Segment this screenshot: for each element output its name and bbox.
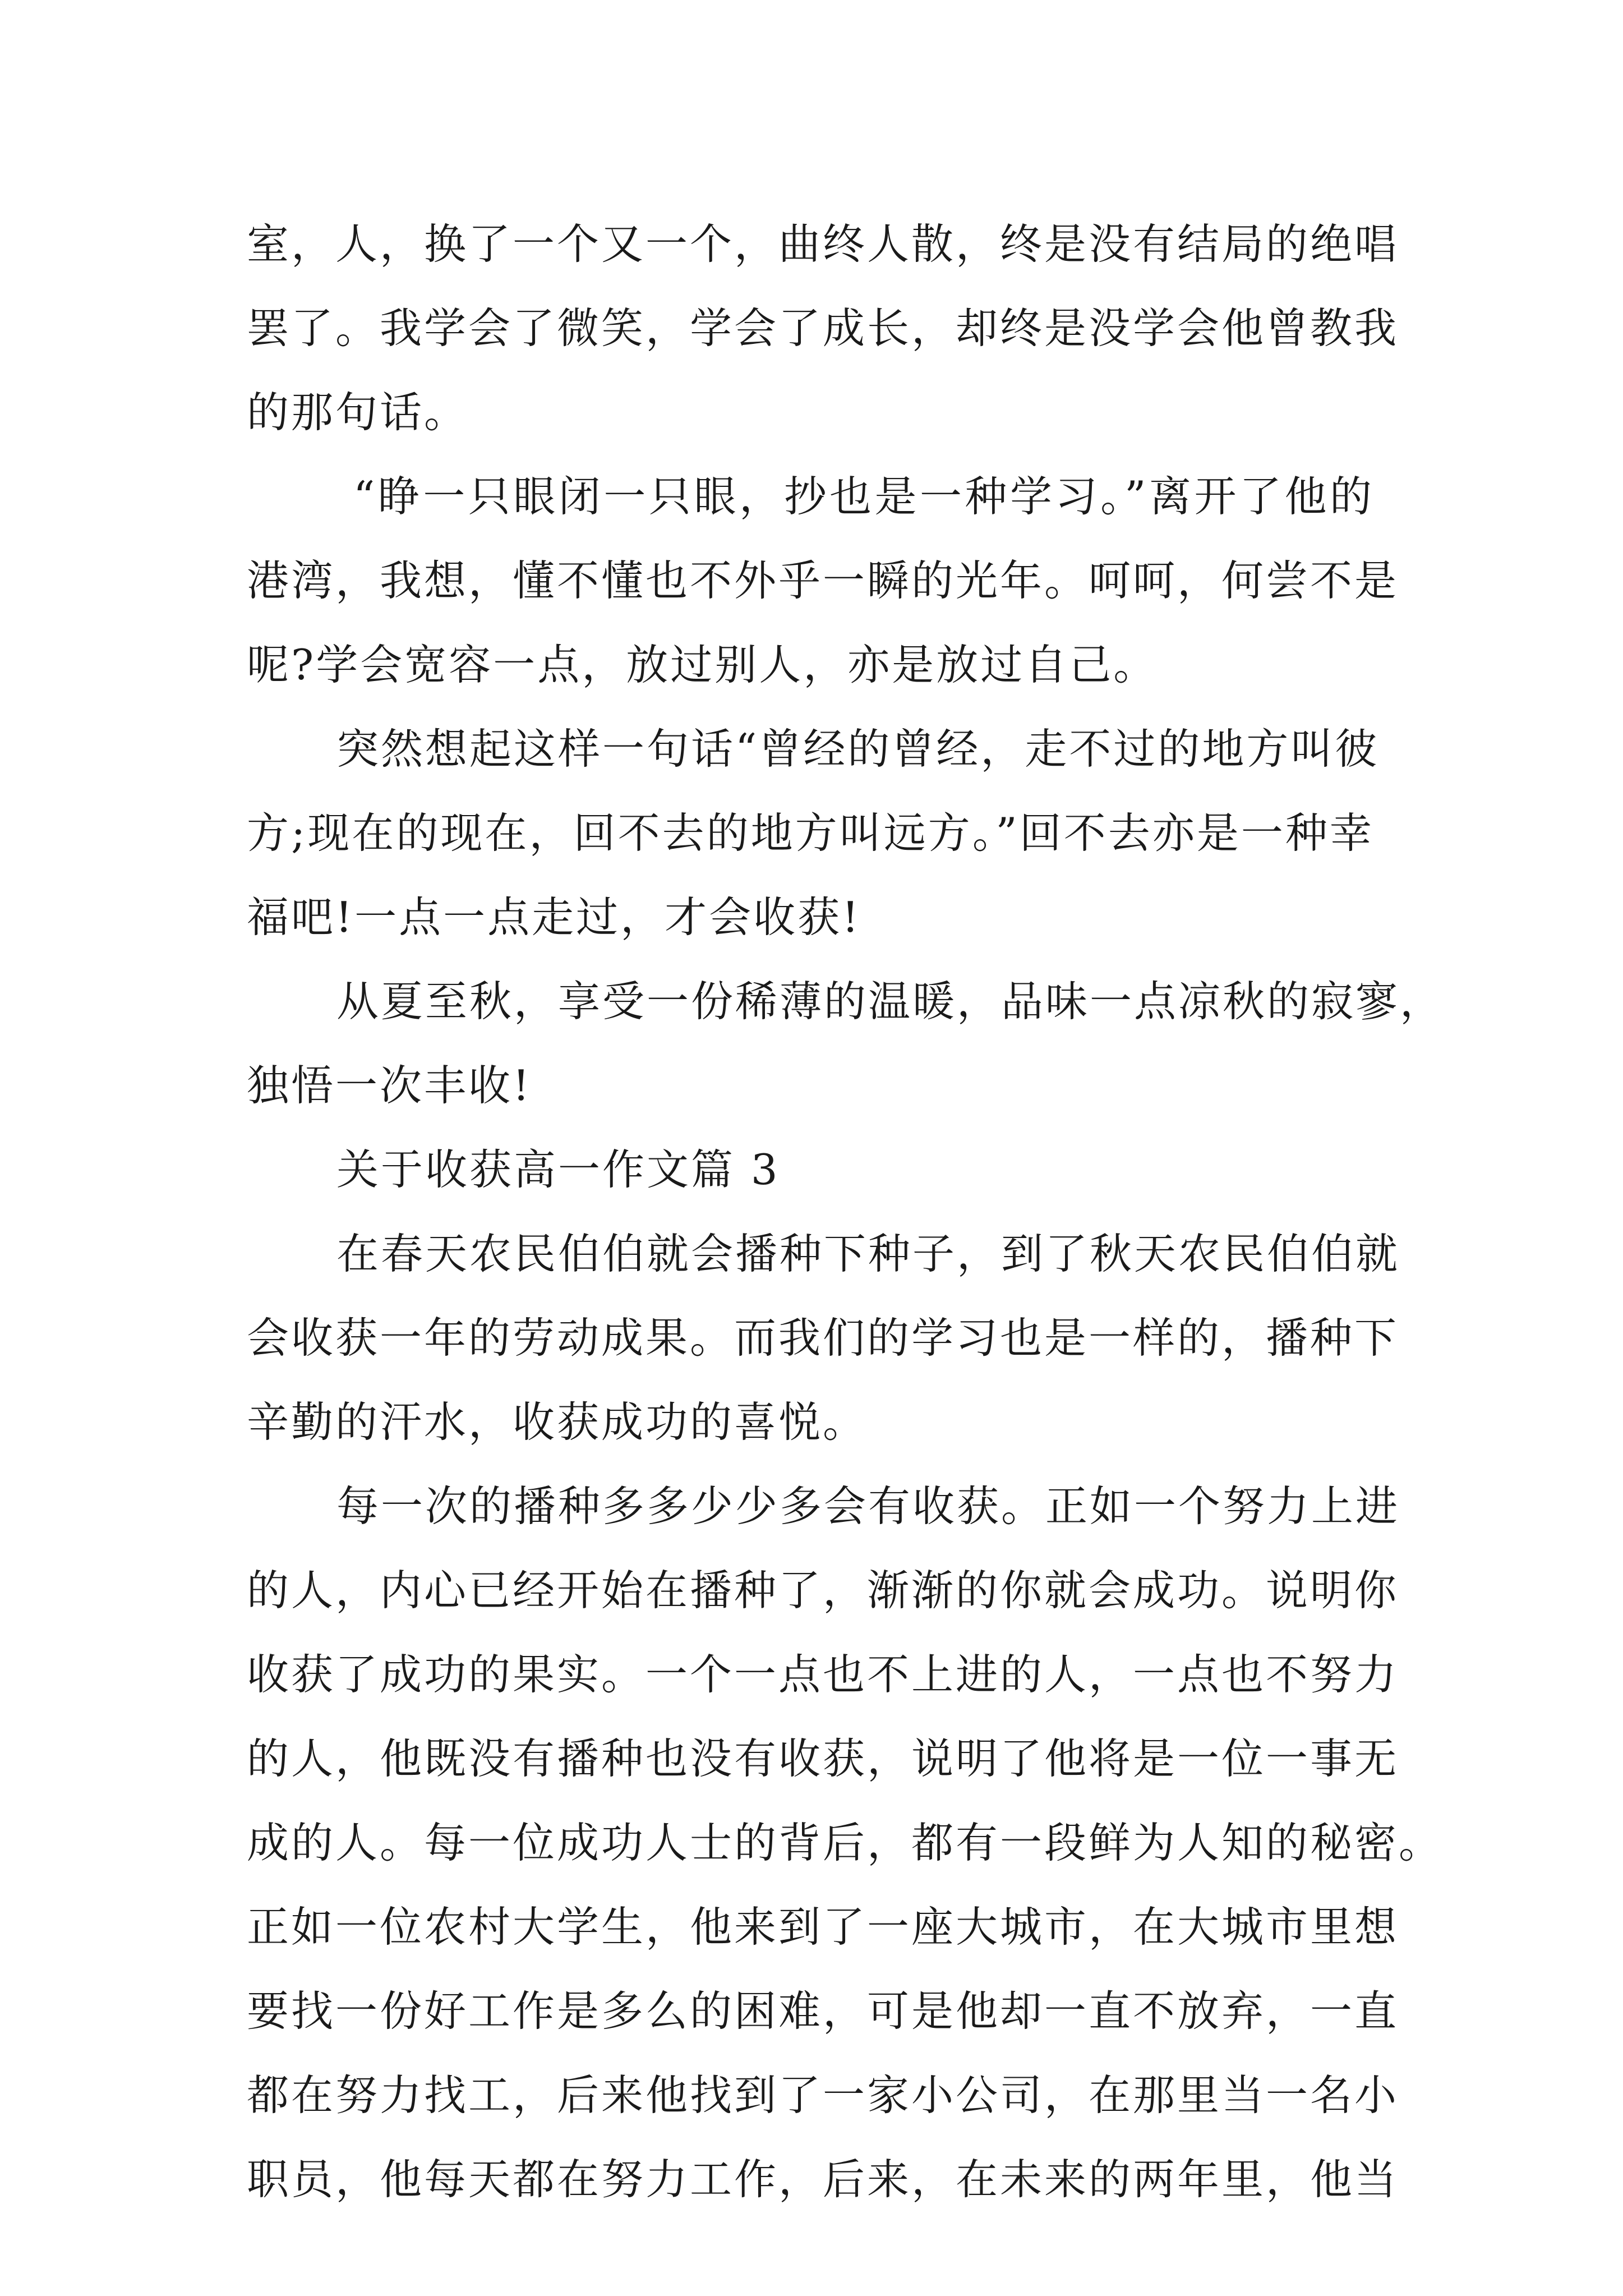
- text-line: 的那句话。: [247, 388, 469, 437]
- text-line: 的人，他既没有播种也没有收获，说明了他将是一位一事无: [247, 1734, 1399, 1783]
- text-line: 方;现在的现在，回不去的地方叫远方。”回不去亦是一种幸: [247, 808, 1374, 858]
- text-line: 从夏至秋，享受一份稀薄的温暖，品味一点凉秋的寂寥，: [336, 977, 1445, 1026]
- text-line: 在春天农民伯伯就会播种下种子，到了秋天农民伯伯就: [336, 1229, 1400, 1278]
- section-heading: 关于收获高一作文篇 3: [336, 1145, 780, 1194]
- text-line: 突然想起这样一句话“曾经的曾经，走不过的地方叫彼: [336, 724, 1380, 774]
- text-line: 正如一位农村大学生，他来到了一座大城市，在大城市里想: [247, 1902, 1399, 1952]
- text-line: 职员，他每天都在努力工作，后来，在未来的两年里，他当: [247, 2155, 1399, 2204]
- text-line: 室，人，换了一个又一个，曲终人散，终是没有结局的绝唱: [247, 219, 1399, 269]
- text-line: 要找一份好工作是多么的困难，可是他却一直不放弃，一直: [247, 1986, 1399, 2036]
- text-line: 成的人。每一位成功人士的背后，都有一段鲜为人知的秘密。: [247, 1818, 1444, 1867]
- text-line: “睁一只眼闭一只眼，抄也是一种学习。”离开了他的: [353, 472, 1374, 521]
- text-line: 辛勤的汗水，收获成功的喜悦。: [247, 1397, 868, 1447]
- text-line: 会收获一年的劳动成果。而我们的学习也是一样的，播种下: [247, 1313, 1399, 1363]
- text-line: 福吧!一点一点走过，才会收获!: [247, 892, 861, 942]
- text-line: 每一次的播种多多少少多会有收获。正如一个努力上进: [336, 1481, 1400, 1531]
- text-line: 都在努力找工，后来他找到了一家小公司，在那里当一名小: [247, 2070, 1399, 2120]
- text-line: 收获了成功的果实。一个一点也不上进的人，一点也不努力: [247, 1650, 1399, 1699]
- document-body: [247, 202, 1445, 2221]
- text-line: 独悟一次丰收!: [247, 1061, 532, 1110]
- text-line: 的人，内心已经开始在播种了，渐渐的你就会成功。说明你: [247, 1566, 1399, 1615]
- text-line: 罢了。我学会了微笑，学会了成长，却终是没学会他曾教我: [247, 303, 1399, 353]
- text-line: 呢?学会宽容一点，放过别人，亦是放过自己。: [247, 640, 1158, 689]
- text-line: 港湾，我想，懂不懂也不外乎一瞬的光年。呵呵，何尝不是: [247, 556, 1399, 605]
